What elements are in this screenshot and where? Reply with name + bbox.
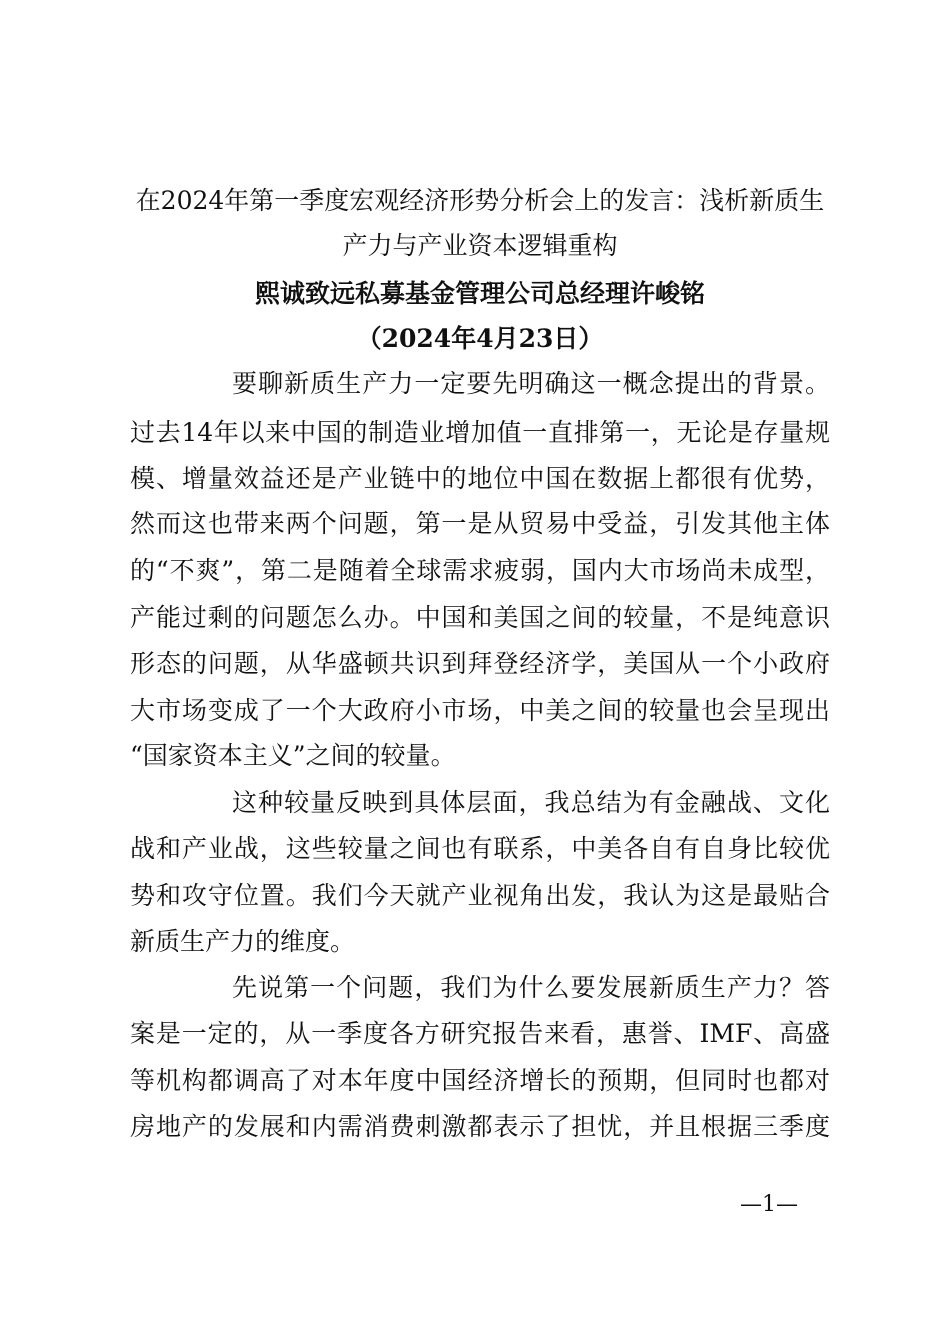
speaker: 熙诚致远私募基金管理公司总经理许峻铭 (254, 279, 705, 308)
text-line: 形态的问题，从华盛顿共识到拜登经济学，美国从一个小政府 (130, 649, 830, 678)
text-line: 战和产业战，这些较量之间也有联系，中美各自有自身比较优 (130, 834, 830, 863)
text-line: 等机构都调高了对本年度中国经济增长的预期，但同时也都对 (130, 1066, 830, 1095)
text-line: 大市场变成了一个大政府小市场，中美之间的较量也会呈现出 (130, 696, 830, 725)
text-line: 先说第一个问题，我们为什么要发展新质生产力？答 (232, 973, 830, 1002)
text-line: 产能过剩的问题怎么办。中国和美国之间的较量，不是纯意识 (130, 603, 830, 632)
text-line: 的“不爽”，第二是随着全球需求疲弱，国内大市场尚未成型， (130, 556, 830, 585)
date: （2024年4月23日） (356, 324, 604, 353)
text-line: 过去14年以来中国的制造业增加值一直排第一，无论是存量规 (130, 418, 830, 447)
text-line: 然而这也带来两个问题，第一是从贸易中受益，引发其他主体 (130, 509, 830, 538)
title-line-1: 在2024年第一季度宏观经济形势分析会上的发言：浅析新质生 (135, 186, 825, 215)
text-line: 案是一定的，从一季度各方研究报告来看，惠誉、IMF、高盛 (130, 1019, 830, 1048)
title-line-2: 产力与产业资本逻辑重构 (342, 231, 618, 260)
text-line: 要聊新质生产力一定要先明确这一概念提出的背景。 (232, 369, 830, 398)
text-line: 房地产的发展和内需消费刺激都表示了担忧，并且根据三季度 (130, 1112, 830, 1141)
text-line: 模、增量效益还是产业链中的地位中国在数据上都很有优势， (130, 464, 830, 493)
page-number: —1— (740, 1192, 798, 1217)
text-line: 新质生产力的维度。 (130, 927, 356, 956)
text-line: 势和攻守位置。我们今天就产业视角出发，我认为这是最贴合 (130, 881, 830, 910)
text-line: 这种较量反映到具体层面，我总结为有金融战、文化 (232, 788, 830, 817)
text-line: “国家资本主义”之间的较量。 (130, 741, 456, 770)
